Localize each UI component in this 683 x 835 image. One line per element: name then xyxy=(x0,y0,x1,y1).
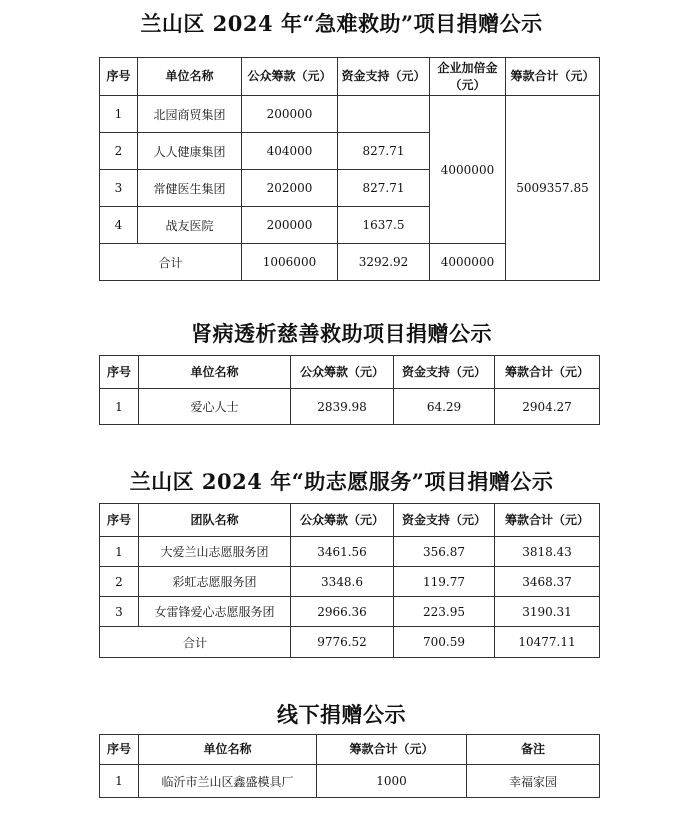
matching-amount: 4000000 xyxy=(430,96,506,244)
support-amount: 827.71 xyxy=(338,133,430,170)
header-cell: 公众筹款（元） xyxy=(242,58,338,96)
row-number: 2 xyxy=(100,567,139,597)
note: 幸福家园 xyxy=(467,765,600,798)
total-amount: 2904.27 xyxy=(495,389,600,425)
total-matching: 4000000 xyxy=(430,244,506,281)
team-name: 女雷锋爱心志愿服务团 xyxy=(139,597,291,627)
header-cell: 筹款合计（元） xyxy=(506,58,600,96)
section1-table xyxy=(99,57,600,281)
total-support: 700.59 xyxy=(394,627,495,658)
row-number: 2 xyxy=(100,133,138,170)
header-cell: 筹款合计（元） xyxy=(495,504,600,537)
row-number: 1 xyxy=(100,765,139,798)
header-cell: 资金支持（元） xyxy=(394,356,495,389)
row-number: 3 xyxy=(100,597,139,627)
public-amount: 202000 xyxy=(242,170,338,207)
row-number: 4 xyxy=(100,207,138,244)
total-row xyxy=(100,627,600,658)
table-row xyxy=(100,567,600,597)
public-amount: 2966.36 xyxy=(291,597,394,627)
section3-title: 兰山区 2024 年“助志愿服务”项目捐赠公示 xyxy=(129,469,554,494)
table-header-row xyxy=(100,356,600,389)
public-amount: 3461.56 xyxy=(291,537,394,567)
table-row xyxy=(100,537,600,567)
unit-name: 常健医生集团 xyxy=(138,170,242,207)
header-cell: 序号 xyxy=(100,504,139,537)
header-cell: 序号 xyxy=(100,356,139,389)
table-row xyxy=(100,389,600,425)
total-amount: 3190.31 xyxy=(495,597,600,627)
header-cell: 备注 xyxy=(467,735,600,765)
support-amount: 64.29 xyxy=(394,389,495,425)
grand-total: 5009357.85 xyxy=(506,96,600,281)
public-amount: 3348.6 xyxy=(291,567,394,597)
row-number: 1 xyxy=(100,389,139,425)
section2-title: 肾病透析慈善救助项目捐赠公示 xyxy=(191,321,492,346)
unit-name: 人人健康集团 xyxy=(138,133,242,170)
unit-name: 战友医院 xyxy=(138,207,242,244)
section4-table xyxy=(99,734,600,798)
header-cell: 筹款合计（元） xyxy=(317,735,467,765)
header-cell: 企业加倍金（元） xyxy=(430,58,506,96)
section4-title: 线下捐赠公示 xyxy=(277,702,406,727)
public-amount: 200000 xyxy=(242,207,338,244)
support-amount: 119.77 xyxy=(394,567,495,597)
section3-table xyxy=(99,503,600,658)
total-amount: 3468.37 xyxy=(495,567,600,597)
table-row xyxy=(100,597,600,627)
public-amount: 404000 xyxy=(242,133,338,170)
unit-name: 爱心人士 xyxy=(139,389,291,425)
total-public: 9776.52 xyxy=(291,627,394,658)
public-amount: 200000 xyxy=(242,96,338,133)
header-cell: 单位名称 xyxy=(139,356,291,389)
public-amount: 2839.98 xyxy=(291,389,394,425)
header-cell: 公众筹款（元） xyxy=(291,504,394,537)
row-number: 3 xyxy=(100,170,138,207)
support-amount: 1637.5 xyxy=(338,207,430,244)
table-header-row xyxy=(100,504,600,537)
header-cell: 公众筹款（元） xyxy=(291,356,394,389)
team-name: 大爱兰山志愿服务团 xyxy=(139,537,291,567)
table-row xyxy=(100,765,600,798)
header-cell: 序号 xyxy=(100,58,138,96)
table-header-row xyxy=(100,735,600,765)
header-cell: 序号 xyxy=(100,735,139,765)
support-amount: 356.87 xyxy=(394,537,495,567)
table-row xyxy=(100,96,600,133)
unit-name: 北园商贸集团 xyxy=(138,96,242,133)
row-number: 1 xyxy=(100,96,138,133)
total-label: 合计 xyxy=(100,627,291,658)
support-amount xyxy=(338,96,430,133)
total-public: 1006000 xyxy=(242,244,338,281)
header-cell: 团队名称 xyxy=(139,504,291,537)
header-cell: 单位名称 xyxy=(139,735,317,765)
section2-table xyxy=(99,355,600,425)
team-name: 彩虹志愿服务团 xyxy=(139,567,291,597)
section1-title: 兰山区 2024 年“急难救助”项目捐赠公示 xyxy=(140,11,543,36)
header-cell: 筹款合计（元） xyxy=(495,356,600,389)
total-amount: 1000 xyxy=(317,765,467,798)
header-cell: 单位名称 xyxy=(138,58,242,96)
header-cell: 资金支持（元） xyxy=(338,58,430,96)
support-amount: 223.95 xyxy=(394,597,495,627)
total-sum: 10477.11 xyxy=(495,627,600,658)
total-amount: 3818.43 xyxy=(495,537,600,567)
total-label: 合计 xyxy=(100,244,242,281)
total-support: 3292.92 xyxy=(338,244,430,281)
support-amount: 827.71 xyxy=(338,170,430,207)
table-header-row xyxy=(100,58,600,96)
header-cell: 资金支持（元） xyxy=(394,504,495,537)
unit-name: 临沂市兰山区鑫盛模具厂 xyxy=(139,765,317,798)
row-number: 1 xyxy=(100,537,139,567)
